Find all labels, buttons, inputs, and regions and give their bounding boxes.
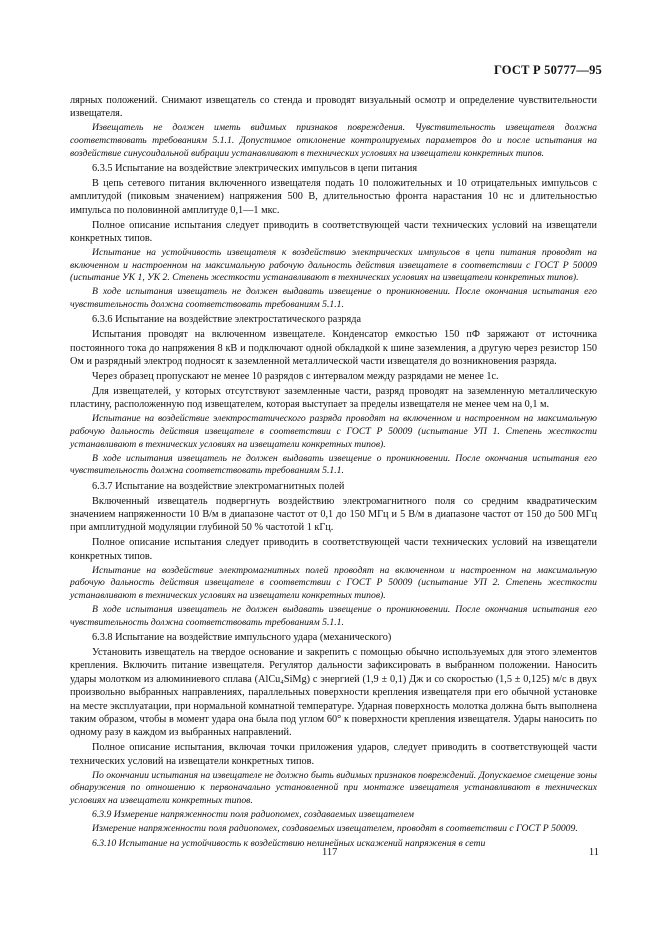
paragraph: Испытания проводят на включенном извещателе. Конденсатор емкостью 150 пФ заряжают от источника постоянного тока до напряжения 8 кВ и подключают одной обкладкой к шине заземления, а другую через резистор 150 Ом и разрядный электрод подносят к заземленной металлической части извещателя до возникновения разряда. xyxy=(70,329,597,367)
paragraph: 6.3.8 Испытание на воздействие импульсного удара (механического) xyxy=(92,631,392,643)
paragraph: В ходе испытания извещатель не должен выдавать извещение о проникновении. После окончания испытания его чувствительность должна соответствовать требованиям 5.1.1. xyxy=(70,452,597,477)
paragraph: 6.3.5 Испытание на воздействие электрических импульсов в цепи питания xyxy=(92,162,418,174)
paragraph: лярных положений. Снимают извещатель со стенда и проводят визуальный осмотр и определение чувствительности извещателя. xyxy=(70,95,597,120)
paragraph: Для извещателей, у которых отсутствуют заземленные части, разряд проводят на заземленную металлическую пластину, расположенную под извещателем, которая выступает за пределы извещателя не менее чем на 0,1 м. xyxy=(70,385,597,411)
paragraph: 6.3.9 Измерение напряженности поля радиопомех, создаваемых извещателем xyxy=(92,809,414,821)
paragraph: В ходе испытания извещатель не должен выдавать извещение о проникновении. После окончания испытания его чувствительность должна соответствовать требованиям 5.1.1. xyxy=(70,604,597,628)
paragraph: В цепь сетевого питания включенного извещателя подать 10 положительных и 10 отрицательных импульсов с амплитудой (пиковым значением) напряжения 500 В, длительностью фронта нарастания 10 нс и длительностью импульса по половинной амплитуде 0,1—1 мкс. xyxy=(70,177,597,216)
paragraph: 6.3.7 Испытание на воздействие электромагнитных полей xyxy=(92,480,345,492)
document-body xyxy=(70,94,597,852)
paragraph: В ходе испытания извещатель не должен выдавать извещение о проникновении. После окончания испытания его чувствительность должна соответствовать требованиям 5.1.1. xyxy=(70,286,597,310)
paragraph: 6.3.10 Испытание на устойчивость к воздействию нелинейных искажений напряжения в сети xyxy=(92,837,486,849)
paragraph: Полное описание испытания, включая точки приложения ударов, следует приводить в соответствующей части технических условий на извещатели конкретных типов. xyxy=(70,742,597,767)
paragraph: Испытание на воздействие электростатического разряда проводят на включенном и настроенном на максимальную рабочую дальность действия извещателе в соответствии с ГОСТ Р 50009 (испытание УП 1. Степень жесткости устанавливают в технических условиях на извещатели конкретных типов). xyxy=(70,413,597,450)
paragraph: Полное описание испытания следует приводить в соответствующей части технических условий на извещатели конкретных типов. xyxy=(70,537,597,562)
paragraph: Через образец пропускают не менее 10 разрядов с интервалом между разрядами не менее 1с. xyxy=(92,370,499,382)
paragraph: 6.3.6 Испытание на воздействие электростатического разряда xyxy=(92,314,361,326)
paragraph: Испытание на устойчивость извещателя к воздействию электрических импульсов в цепи питания проводят на включенном и настроенном на максимальную рабочую дальность действия извещателе в соответствии с ГОСТ Р 50009 (испытание УК 1, УК 2. Степень жесткости устанавливают в технических условиях на извещатели конкретных типов). xyxy=(70,247,597,284)
paragraph: Полное описание испытания следует приводить в соответствующей части технических условий на извещатели конкретных типов. xyxy=(70,219,597,244)
paragraph: Измерение напряженности поля радиопомех, создаваемых извещателем, проводят в соответствии с ГОСТ Р 50009. xyxy=(92,823,578,835)
paragraph: Включенный извещатель подвергнуть воздействию электромагнитного поля со средним квадратическим значением напряженности 10 В/м в диапазоне частот от 0,1 до 150 МГц и 5 В/м в диапазоне частот от 150 до 500 МГц при амплитудной модуляции глубиной 50 % частотой 1 кГц. xyxy=(70,495,597,534)
paragraph: По окончании испытания на извещателе не должно быть видимых признаков повреждений. Допускаемое смещение зоны обнаружения по отношению к первоначально установленной при монтаже извещателя устанавливают в технических условиях на извещатели конкретных типов. xyxy=(70,769,597,806)
paragraph: Установить извещатель на твердое основание и закрепить с помощью обычно используемых для этого элементов крепления. Включить питание извещателя. Регулятор дальности зафиксировать в выбранном положении. Наносить удары молотком из алюминиевого сплава (AlCu₄SiMg) с энергией (1,9 ± 0,1) Дж и со скоростью (1,5 ± 0,125) м/с в двух произвольно выбранных направлениях, параллельных поверхности крепления извещателя при его обычной установке на месте эксплуатации, при нормальной комнатной температуре. Ударная поверхность молотка должна быть выполнена таким образом, чтобы в момент удара она была под углом 60° к поверхности крепления извещателя. Удары наносить по одному разу в каждом из выбранных направлений. xyxy=(70,646,597,739)
paragraph: Испытание на воздействие электромагнитных полей проводят на включенном и настроенном на максимальную рабочую дальность действия извещателе в соответствии с ГОСТ Р 50009 (испытание УП 2. Степень жесткости устанавливают в технических условиях на извещатели конкретных типов). xyxy=(70,564,597,601)
paragraph: Извещатель не должен иметь видимых признаков повреждения. Чувствительность извещателя должна соответствовать требованиям 5.1.1. Допустимое отклонение контролируемых параметров до и после испытания на воздействие синусоидальной вибрации устанавливают в технических условиях на извещатели конкретных типов. xyxy=(70,122,597,159)
sheet-number: 11 xyxy=(588,847,599,858)
page-number: 117 xyxy=(322,847,338,858)
document-header: ГОСТ Р 50777—95 xyxy=(493,63,602,77)
